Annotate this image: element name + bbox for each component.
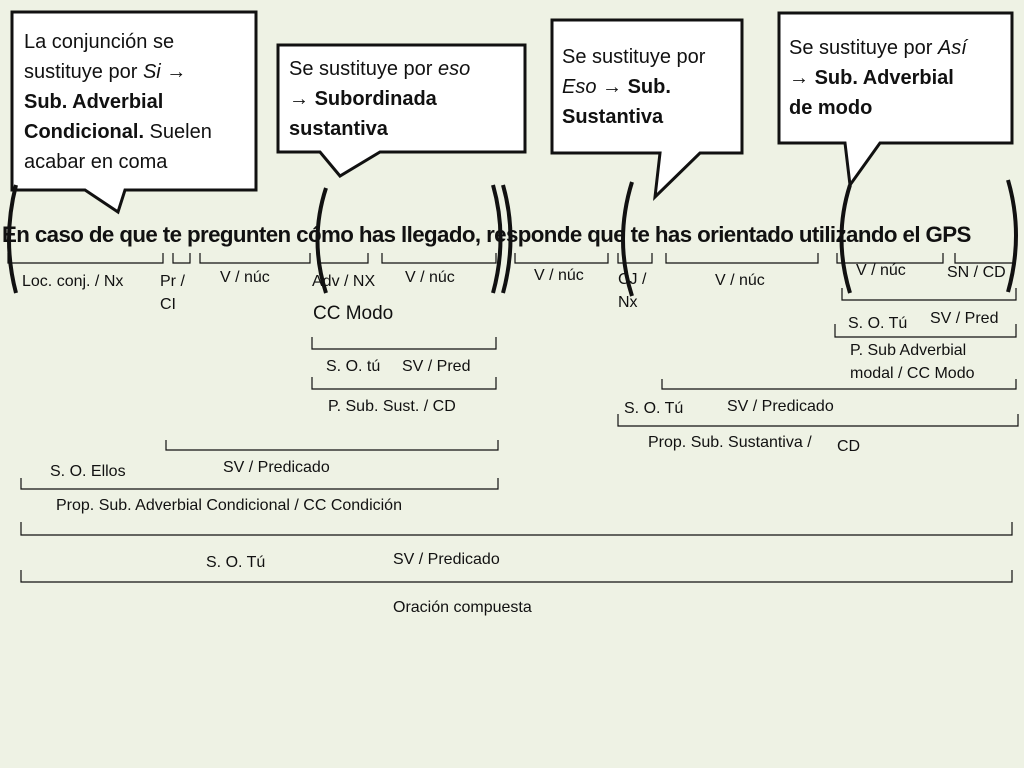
callout1-line1: La conjunción se [24, 31, 175, 53]
paren-close-4 [1008, 180, 1016, 292]
bracket-loc-conj [8, 253, 163, 263]
label-v-nuc-pregunten: V / núc [220, 269, 270, 286]
callout4-line3: de modo [789, 97, 873, 119]
label-loc-conj: Loc. conj. / Nx [22, 273, 124, 290]
callout4-line1b: Así [937, 37, 967, 59]
callout3-line2c: Sub. [627, 76, 671, 98]
callout3-line1: Se sustituye por [562, 46, 706, 68]
paren-open-4 [842, 185, 851, 293]
label-prop-sub-sust-2: CD [837, 438, 861, 455]
callout4-line2a: → [789, 67, 815, 89]
callout3-line3: Sustantiva [562, 106, 664, 128]
label-p-sub-adv-1: P. Sub Adverbial [850, 342, 967, 359]
label-v-nuc-llegado: V / núc [405, 269, 455, 286]
label-so-tu-util: S. O. Tú [848, 315, 908, 332]
label-sv-predicado-main: SV / Predicado [393, 551, 500, 568]
label-prop-sub-sust-1: Prop. Sub. Sustantiva / [648, 434, 812, 451]
bracket-so-sv-como [312, 377, 496, 389]
label-prop-sub-adv-cond: Prop. Sub. Adverbial Condicional / CC Condición [56, 497, 402, 514]
bracket-te [173, 253, 190, 263]
bracket-main-clause [21, 522, 1012, 535]
label-so-tu-que: S. O. Tú [624, 400, 684, 417]
label-sv-predicado-cond: SV / Predicado [223, 459, 330, 476]
label-adv-nx: Adv / NX [312, 273, 376, 290]
label-sv-pred-como: SV / Pred [402, 358, 471, 375]
bracket-llegado [382, 253, 496, 263]
label-so-tu-como: S. O. tú [326, 358, 381, 375]
paren-open-1 [9, 185, 16, 293]
callout1-line3: Sub. Adverbial [24, 91, 164, 113]
label-so-ellos: S. O. Ellos [50, 463, 126, 480]
bracket-sn-cd-group [842, 288, 1016, 300]
label-p-sub-adv-2: modal / CC Modo [850, 365, 975, 382]
label-cj-nx-2: Nx [618, 294, 638, 311]
bracket-el-gps [955, 253, 1014, 263]
label-sv-pred-util: SV / Pred [930, 310, 999, 327]
callout2-line2b: Subordinada [314, 88, 437, 110]
label-so-tu-main: S. O. Tú [206, 554, 266, 571]
callout1-line4a: Condicional. [24, 121, 144, 143]
label-pr-ci-2: CI [160, 296, 176, 313]
callout2-line3: sustantiva [289, 118, 388, 140]
callout2-line1a: Se sustituye por [289, 58, 438, 80]
label-oracion: Oración compuesta [393, 599, 532, 616]
bracket-responde [515, 253, 608, 263]
bracket-orientado [666, 253, 818, 263]
bracket-sv-pred-cond [166, 440, 498, 450]
callout1-line2a: sustituye por [24, 61, 143, 83]
callout2-line2a: → [289, 88, 315, 110]
callout1-line4b: Suelen [144, 121, 212, 143]
callout1-line2b: Si [142, 61, 161, 83]
paren-close-2 [493, 185, 501, 293]
callout3-line2a: Eso [562, 76, 597, 98]
paren-close-1 [503, 185, 511, 293]
label-sv-predicado-que: SV / Predicado [727, 398, 834, 415]
label-v-nuc-orientado: V / núc [715, 272, 765, 289]
label-cc-modo: CC Modo [313, 303, 394, 324]
callout1-line5: acabar en coma [24, 151, 168, 173]
callout4-line2b: Sub. Adverbial [814, 67, 954, 89]
bracket-oracion [21, 570, 1012, 582]
label-v-nuc-utilizando: V / núc [856, 262, 906, 279]
label-p-sub-sust-cd: P. Sub. Sust. / CD [328, 398, 456, 415]
bracket-como [318, 253, 368, 263]
label-sn-cd: SN / CD [947, 264, 1006, 281]
callout3-line2b: → [596, 76, 628, 98]
callout4-line1a: Se sustituye por [789, 37, 938, 59]
label-v-nuc-responde: V / núc [534, 267, 584, 284]
label-cj-nx-1: CJ / [618, 271, 647, 288]
callout1-line2c: → [160, 61, 187, 83]
label-pr-ci-1: Pr / [160, 273, 185, 290]
analysed-sentence: En caso de que te pregunten cómo has llegado, responde que te has orientado utilizando el GPS [2, 222, 971, 247]
bracket-pregunten [200, 253, 310, 263]
callout2-line1b: eso [437, 58, 471, 80]
bracket-cc-modo [312, 337, 496, 349]
